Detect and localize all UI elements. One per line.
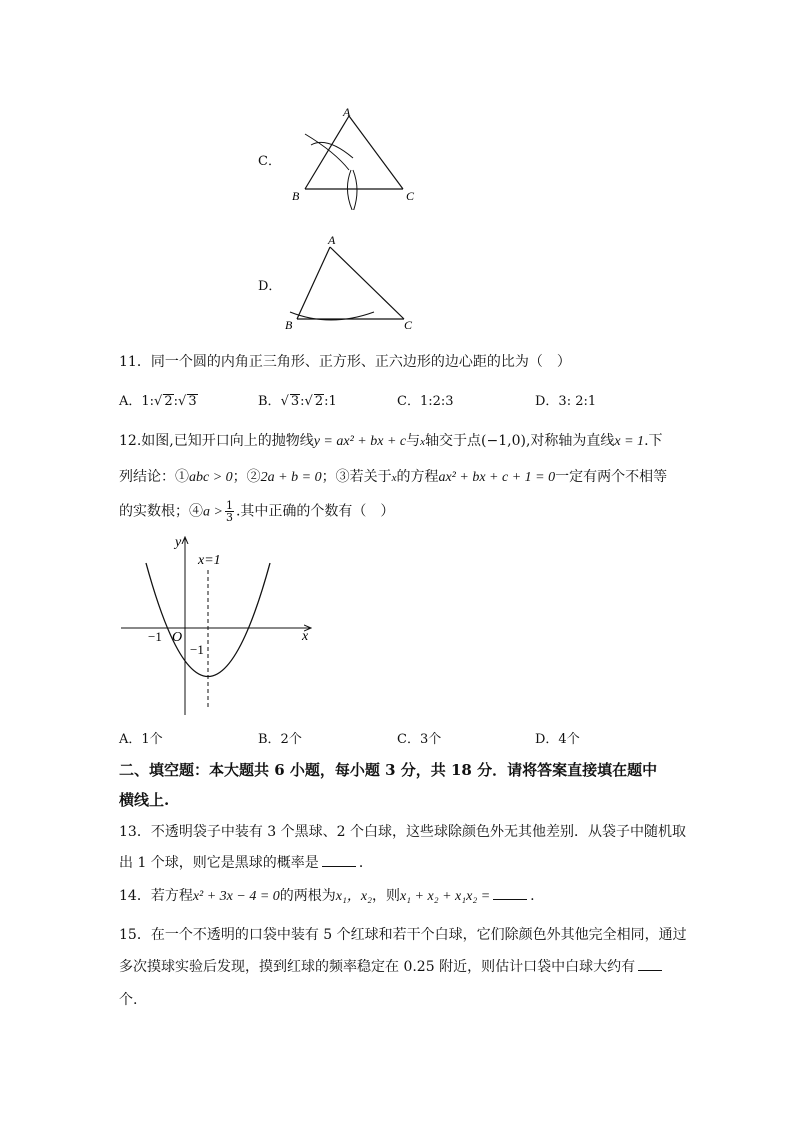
origin-label: O <box>172 630 183 645</box>
q12-line-3: 的实数根；④a > $\frac{1}{3}$ .其中正确的个数有（ ） <box>119 499 395 524</box>
q12-option-b[interactable]: B．2个 <box>258 732 302 747</box>
y-tick-label: −1 <box>190 642 204 657</box>
q13-line-1: 13．不透明袋子中装有 3 个黑球、2 个白球，这些球除颜色外无其他差别．从袋子中随机取 <box>119 824 686 840</box>
section-2-heading-line-1: 二、填空题：本大题共 6 小题，每小题 3 分，共 18 分．请将答案直接填在题中 <box>119 761 658 779</box>
q11-option-b[interactable]: B．√ 3:√ 2:1 <box>258 394 337 409</box>
x-axis-label: x <box>302 629 309 644</box>
q14-line: 14．若方程x² + 3x − 4 = 0的两根为x₁，x₂，则x₁ + x₂ + x₁x₂ = . <box>119 888 535 904</box>
q10-option-c-label: C． <box>258 154 281 169</box>
q15-line-3: 个. <box>119 992 138 1008</box>
q11-option-a[interactable]: A．1:√ 2:√ 3 <box>119 394 197 409</box>
q14-answer-blank[interactable] <box>493 887 527 900</box>
q12-line-1: 12.如图,已知开口向上的抛物线y = ax² + bx + c与x轴交于点(−1,0),对称轴为直线x = 1.下 <box>119 433 663 449</box>
q15-answer-blank[interactable] <box>638 958 662 971</box>
q13-line-2: 出 1 个球，则它是黑球的概率是 ． <box>119 855 373 871</box>
q10c-point-a: A <box>343 105 351 119</box>
q11-option-d[interactable]: D．3: 2:1 <box>535 394 597 409</box>
x-intercept-label: −1 <box>148 629 162 644</box>
q12-option-a[interactable]: A．1个 <box>119 732 163 747</box>
q11-option-c[interactable]: C．1:2:3 <box>397 394 454 409</box>
q15-line-1: 15．在一个不透明的口袋中装有 5 个红球和若干个白球，它们除颜色外其他完全相同，通过 <box>119 927 687 943</box>
y-axis-label: y <box>175 535 182 550</box>
q10-option-c-figure <box>285 100 425 210</box>
q13-answer-blank[interactable] <box>322 854 356 867</box>
q11-stem: 11．同一个圆的内角正三角形、正方形、正六边形的边心距的比为（ ） <box>119 354 571 370</box>
section-2-heading-line-2: 横线上. <box>119 791 170 809</box>
q12-option-c[interactable]: C．3个 <box>397 732 442 747</box>
q10d-point-a: A <box>328 233 336 247</box>
q10-option-d-figure <box>280 230 420 335</box>
q10c-point-b: B <box>292 189 300 203</box>
q12-option-d[interactable]: D．4个 <box>535 732 580 747</box>
q12-line-2: 列结论：①abc > 0；②2a + b = 0；③若关于x的方程ax² + bx + c + 1 = 0一定有两个不相等 <box>119 469 668 485</box>
symmetry-axis-label: x=1 <box>198 553 221 568</box>
q10d-point-b: B <box>285 318 293 332</box>
q10c-point-c: C <box>406 189 415 203</box>
q15-line-2: 多次摸球实验后发现，摸到红球的频率稳定在 0.25 附近，则估计口袋中白球大约有 <box>119 957 665 977</box>
q10d-point-c: C <box>404 318 413 332</box>
q10-option-d-label: D． <box>258 279 282 294</box>
q12-parabola-graph <box>118 530 318 720</box>
